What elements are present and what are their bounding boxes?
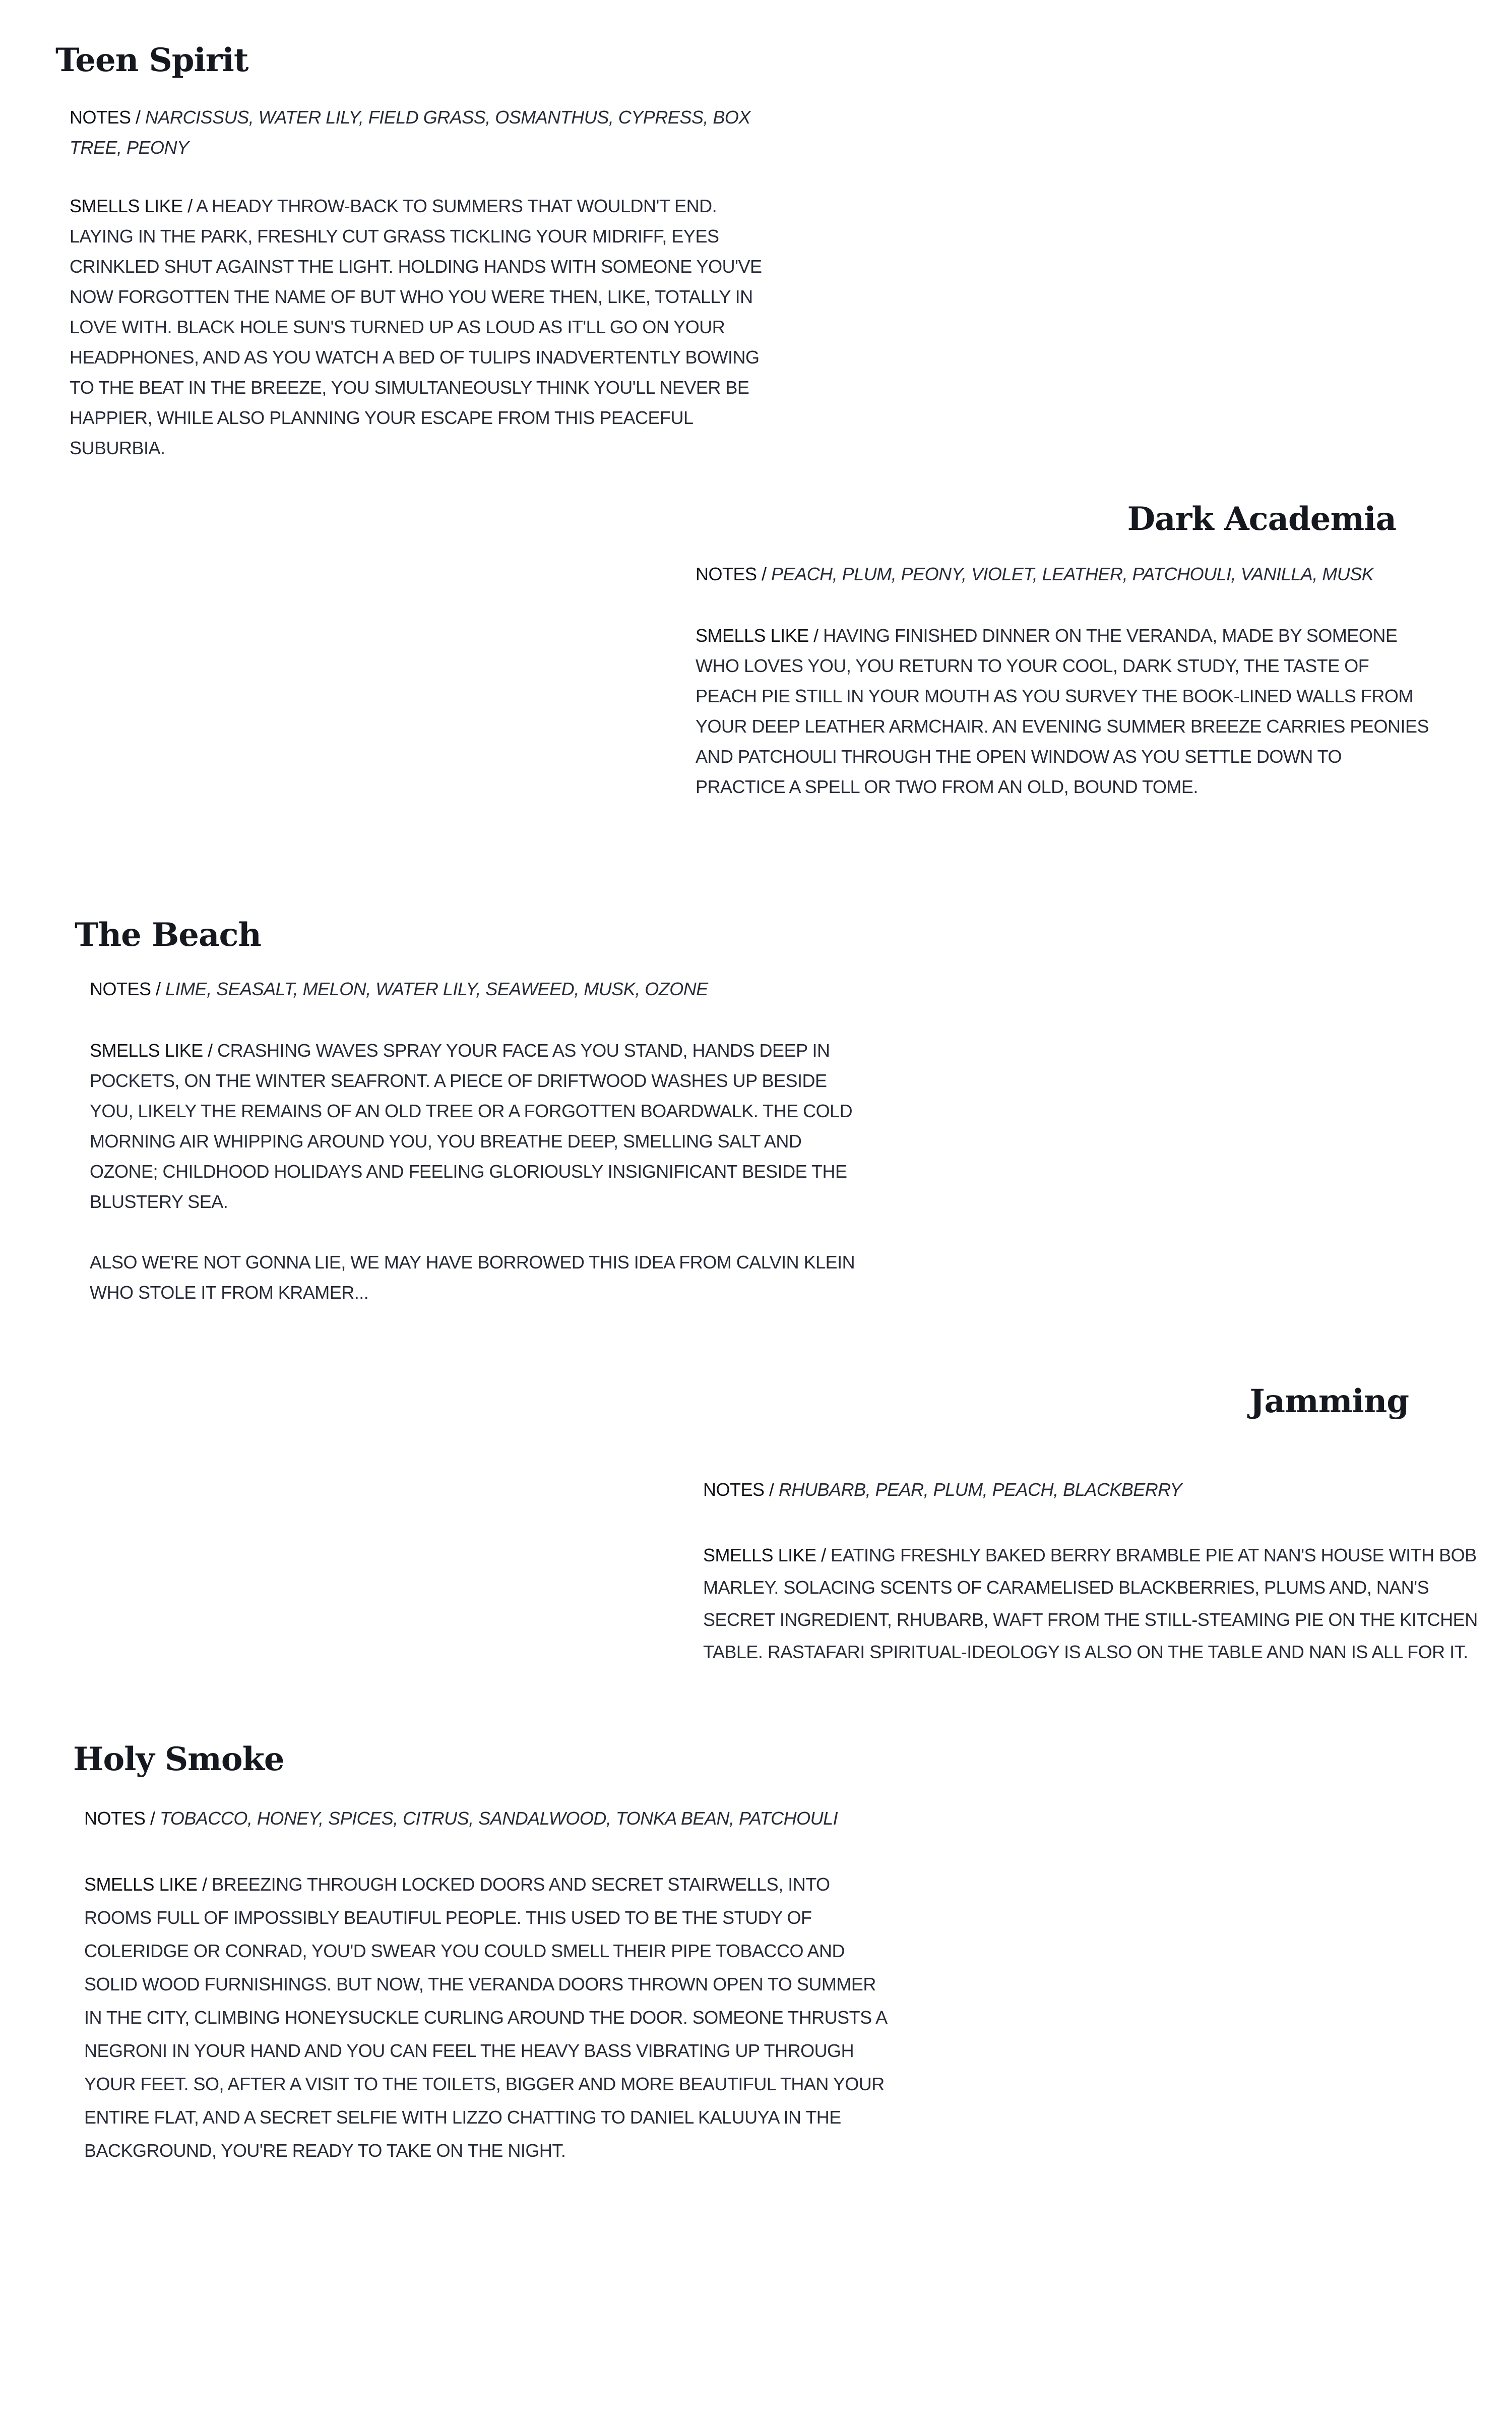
smells-value: EATING FRESHLY BAKED BERRY BRAMBLE PIE AT NAN'S HOUSE WITH BOB MARLEY. SOLACING SCENTS OF CARAMELISED BLACKBERRIES, PLUMS AND, NAN'S SECRET INGREDIENT, RHUBARB, WAFT FROM THE STILL-STEAMING PIE ON THE KITCHEN TABLE. RASTAFARI SPIRITUAL-IDEOLOGY IS ALSO ON THE TABLE AND NAN IS ALL FOR IT. <box>703 1545 1478 1663</box>
smells-like-paragraph <box>84 1868 891 2167</box>
notes-value: PEACH, PLUM, PEONY, VIOLET, LEATHER, PATCHOULI, VANILLA, MUSK <box>771 564 1374 585</box>
notes-value: LIME, SEASALT, MELON, WATER LILY, SEAWEED, MUSK, OZONE <box>165 979 708 1000</box>
notes-label: NOTES / <box>703 1479 774 1500</box>
smells-like-paragraph <box>696 621 1431 802</box>
smells-label: SMELLS LIKE / <box>90 1040 213 1061</box>
extra-paragraph: ALSO WE'RE NOT GONNA LIE, WE MAY HAVE BORROWED THIS IDEA FROM CALVIN KLEIN WHO STOLE IT FROM KRAMER... <box>90 1252 855 1303</box>
notes-line <box>70 102 785 163</box>
smells-value: CRASHING WAVES SPRAY YOUR FACE AS YOU STAND, HANDS DEEP IN POCKETS, ON THE WINTER SEAFRONT. A PIECE OF DRIFTWOOD WASHES UP BESIDE YOU, LIKELY THE REMAINS OF AN OLD TREE OR A FORGOTTEN BOARDWALK. THE COLD MORNING AIR WHIPPING AROUND YOU, YOU BREATHE DEEP, SMELLING SALT AND OZONE; CHILDHOOD HOLIDAYS AND FEELING GLORIOUSLY INSIGNIFICANT BESIDE THE BLUSTERY SEA. <box>90 1040 853 1213</box>
section-holy-smoke <box>73 1742 890 2167</box>
notes-value: TOBACCO, HONEY, SPICES, CITRUS, SANDALWOOD, TONKA BEAN, PATCHOULI <box>160 1808 838 1829</box>
section-jamming <box>703 1384 1494 1668</box>
smells-label: SMELLS LIKE / <box>70 196 193 217</box>
notes-line <box>703 1475 1494 1505</box>
notes-label: NOTES / <box>84 1808 155 1829</box>
section-the-beach <box>75 918 861 1308</box>
smells-label: SMELLS LIKE / <box>84 1874 207 1895</box>
notes-label: NOTES / <box>696 564 767 585</box>
notes-line <box>84 1803 891 1834</box>
section-dark-academia <box>696 502 1441 802</box>
smells-value: BREEZING THROUGH LOCKED DOORS AND SECRET STAIRWELLS, INTO ROOMS FULL OF IMPOSSIBLY BEAUTIFUL PEOPLE. THIS USED TO BE THE STUDY OF COLERIDGE OR CONRAD, YOU'D SWEAR YOU COULD SMELL THEIR PIPE TOBACCO AND SOLID WOOD FURNISHINGS. BUT NOW, THE VERANDA DOORS THROWN OPEN TO SUMMER IN THE CITY, CLIMBING HONEYSUCKLE CURLING AROUND THE DOOR. SOMEONE THRUSTS A NEGRONI IN YOUR HAND AND YOU CAN FEEL THE HEAVY BASS VIBRATING UP THROUGH YOUR FEET. SO, AFTER A VISIT TO THE TOILETS, BIGGER AND MORE BEAUTIFUL THAN YOUR ENTIRE FLAT, AND A SECRET SELFIE WITH LIZZO CHATTING TO DANIEL KALUUYA IN THE BACKGROUND, YOU'RE READY TO TAKE ON THE NIGHT. <box>84 1874 887 2161</box>
notes-value: RHUBARB, PEAR, PLUM, PEACH, BLACKBERRY <box>779 1479 1182 1500</box>
smells-like-paragraph <box>703 1539 1494 1668</box>
notes-label: NOTES / <box>70 107 141 128</box>
notes-line <box>696 559 1431 589</box>
section-title: The Beach <box>75 916 261 954</box>
notes-line <box>90 974 856 1004</box>
notes-value: NARCISSUS, WATER LILY, FIELD GRASS, OSMANTHUS, CYPRESS, BOX TREE, PEONY <box>70 107 750 158</box>
smells-like-paragraph <box>70 191 785 463</box>
section-title: Teen Spirit <box>55 41 248 79</box>
section-title: Holy Smoke <box>73 1740 284 1778</box>
notes-label: NOTES / <box>90 979 161 1000</box>
section-title: Jamming <box>1249 1382 1409 1420</box>
smells-label: SMELLS LIKE / <box>696 625 818 646</box>
smells-value: HAVING FINISHED DINNER ON THE VERANDA, MADE BY SOMEONE WHO LOVES YOU, YOU RETURN TO YOUR COOL, DARK STUDY, THE TASTE OF PEACH PIE STILL IN YOUR MOUTH AS YOU SURVEY THE BOOK-LINED WALLS FROM YOUR DEEP LEATHER ARMCHAIR. AN EVENING SUMMER BREEZE CARRIES PEONIES AND PATCHOULI THROUGH THE OPEN WINDOW AS YOU SETTLE DOWN TO PRACTICE A SPELL OR TWO FROM AN OLD, BOUND TOME. <box>696 625 1429 798</box>
smells-label: SMELLS LIKE / <box>703 1545 826 1566</box>
smells-value: A HEADY THROW-BACK TO SUMMERS THAT WOULDN'T END. LAYING IN THE PARK, FRESHLY CUT GRASS TICKLING YOUR MIDRIFF, EYES CRINKLED SHUT AGAINST THE LIGHT. HOLDING HANDS WITH SOMEONE YOU'VE NOW FORGOTTEN THE NAME OF BUT WHO YOU WERE THEN, LIKE, TOTALLY IN LOVE WITH. BLACK HOLE SUN'S TURNED UP AS LOUD AS IT'LL GO ON YOUR HEADPHONES, AND AS YOU WATCH A BED OF TULIPS INADVERTENTLY BOWING TO THE BEAT IN THE BREEZE, YOU SIMULTANEOUSLY THINK YOU'LL NEVER BE HAPPIER, WHILE ALSO PLANNING YOUR ESCAPE FROM THIS PEACEFUL SUBURBIA. <box>70 196 762 459</box>
section-teen-spirit <box>55 43 786 463</box>
smells-like-paragraph <box>90 1036 856 1217</box>
section-title: Dark Academia <box>1127 500 1396 538</box>
